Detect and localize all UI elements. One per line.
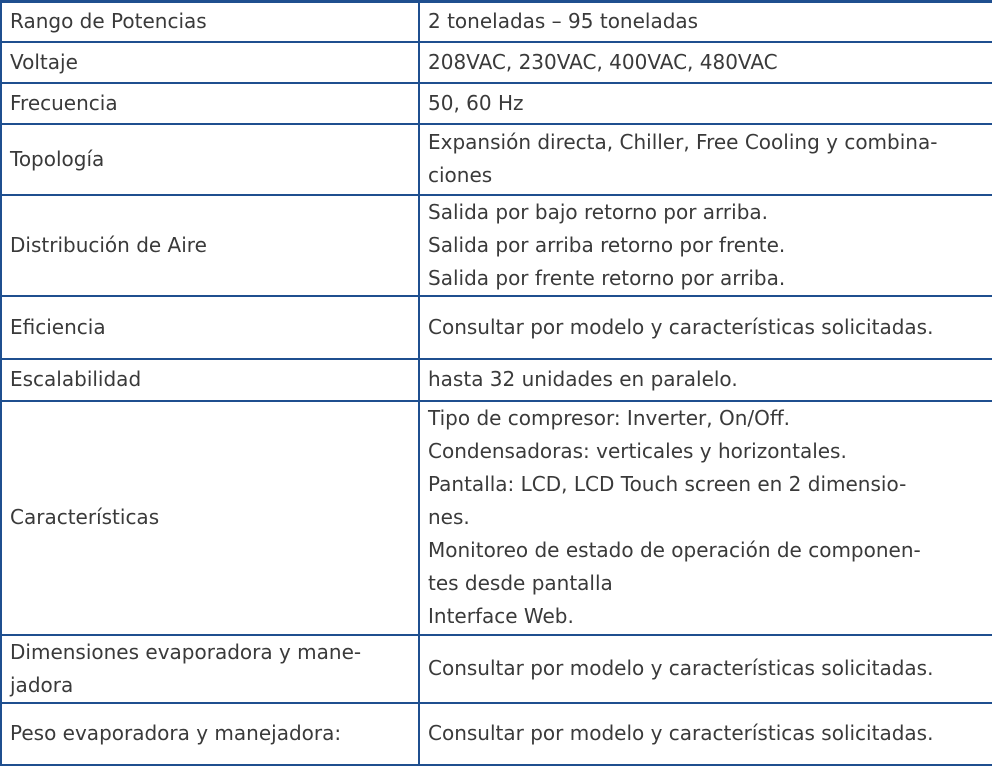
table-row <box>1 42 992 83</box>
row-label-efficiency: Eficiencia <box>1 296 419 359</box>
row-value-dimensions: Consultar por modelo y características solicitadas. <box>419 635 992 703</box>
table-row <box>1 635 992 703</box>
row-value-scalability: hasta 32 unidades en paralelo. <box>419 359 992 401</box>
table-row <box>1 195 992 296</box>
row-value-air-distribution: Salida por bajo retorno por arriba. Salida por arriba retorno por frente. Salida por frente retorno por arriba. <box>419 195 992 296</box>
row-label-air-distribution: Distribución de Aire <box>1 195 419 296</box>
table-row <box>1 83 992 124</box>
row-label-weight: Peso evaporadora y manejadora: <box>1 703 419 765</box>
table-row <box>1 401 992 635</box>
row-label-scalability: Escalabilidad <box>1 359 419 401</box>
table-row <box>1 124 992 195</box>
row-value-power-range: 2 toneladas – 95 toneladas <box>419 2 992 42</box>
table-row <box>1 359 992 401</box>
table-row <box>1 296 992 359</box>
row-value-features: Tipo de compresor: Inverter, On/Off. Condensadoras: verticales y horizontales. Pantalla: LCD, LCD Touch screen en 2 dimensio- nes. Monitoreo de estado de operación de componen- tes desde pantalla Interface Web. <box>419 401 992 635</box>
row-value-weight: Consultar por modelo y características solicitadas. <box>419 703 992 765</box>
row-value-voltage: 208VAC, 230VAC, 400VAC, 480VAC <box>419 42 992 83</box>
row-label-topology: Topología <box>1 124 419 195</box>
row-value-frequency: 50, 60 Hz <box>419 83 992 124</box>
row-label-frequency: Frecuencia <box>1 83 419 124</box>
table-row <box>1 703 992 765</box>
row-value-efficiency: Consultar por modelo y características solicitadas. <box>419 296 992 359</box>
row-label-dimensions: Dimensiones evaporadora y mane- jadora <box>1 635 419 703</box>
row-label-voltage: Voltaje <box>1 42 419 83</box>
table-row <box>1 2 992 42</box>
row-label-power-range: Rango de Potencias <box>1 2 419 42</box>
row-value-topology: Expansión directa, Chiller, Free Cooling y combina- ciones <box>419 124 992 195</box>
row-label-features: Características <box>1 401 419 635</box>
